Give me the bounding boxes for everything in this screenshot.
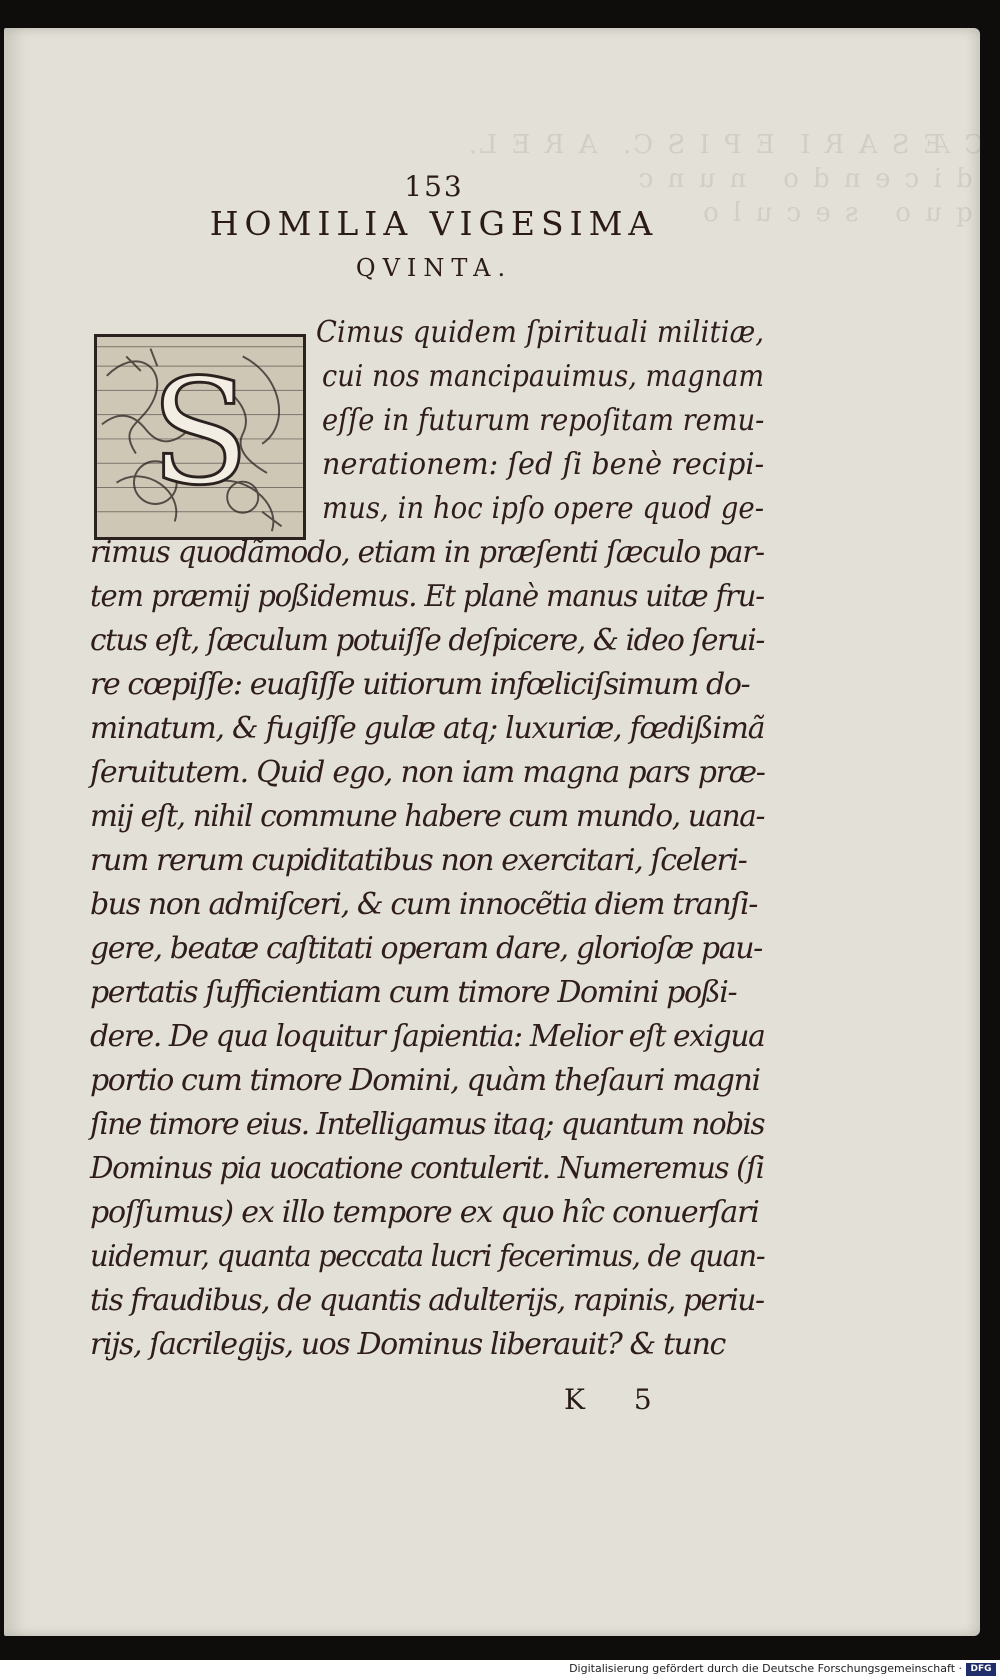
text-line: uidemur, quanta peccata lucri fecerimus, de quan- [90, 1239, 765, 1274]
book-page [4, 28, 984, 1636]
show-through-bleed: C Æ S A R I E P I S C. A R E L. d i c e n d o n u n c q u o s e c u l o [465, 130, 984, 228]
text-line: Dominus pia uocatione contulerit. Numeremus (ſi [90, 1151, 764, 1186]
text-line: rum rerum cupiditatibus non exercitari, ſceleri- [90, 843, 747, 878]
text-line: pertatis ſufficientiam cum timore Domini poßi- [90, 975, 737, 1010]
text-line: dere. De qua loquitur ſapientia: Melior eſt exigua [90, 1019, 765, 1054]
dfg-logo-icon: DFG [966, 1663, 996, 1676]
text-line: ſeruitutem. Quid ego, non iam magna pars præ- [90, 755, 765, 790]
text-line: tem præmij poßidemus. Et planè manus uitæ fru- [90, 579, 764, 614]
text-line: ſine timore eius. Intelligamus itaq; quantum nobis [90, 1107, 764, 1142]
text-line: eſſe in futurum repoſitam remu- [322, 403, 765, 438]
homily-title: HOMILIA VIGESIMA [209, 204, 659, 243]
funding-credit: Digitalisierung gefördert durch die Deutsche Forschungsgemeinschaft · [569, 1662, 962, 1675]
page-number: 153 [404, 170, 464, 203]
text-line: ctus eſt, ſæculum potuiſſe deſpicere, & ideo ſerui- [90, 623, 764, 658]
decorated-initial [94, 334, 306, 540]
text-line: Cimus quidem ſpirituali militiæ, [316, 315, 765, 350]
text-line: portio cum timore Domini, quàm theſauri magni [90, 1063, 760, 1098]
text-line: minatum, & fugiſſe gulæ atq; luxuriæ, fœdißimã [90, 711, 765, 746]
text-line: nerationem: ſed ſi benè recipi- [322, 447, 765, 482]
decorated-initial-art [97, 337, 303, 537]
text-line: tis fraudibus, de quantis adulterijs, rapinis, periu- [90, 1283, 764, 1318]
text-line: rimus quodãmodo, etiam in præſenti ſæculo par- [90, 535, 764, 570]
text-line: poſſumus) ex illo tempore ex quo hîc conuerſari [90, 1195, 759, 1230]
text-line: mus, in hoc ipſo opere quod ge- [322, 491, 765, 526]
signature-number: 5 [633, 1383, 652, 1416]
text-line: cui nos mancipauimus, magnam [322, 359, 765, 394]
initial-letter: S [150, 348, 250, 518]
footer-credit-bar [0, 1660, 1000, 1680]
text-line: gere, beatæ caſtitati operam dare, glorioſæ pau- [90, 931, 762, 966]
text-line: rijs, ſacrilegijs, uos Dominus liberauit? & tunc [90, 1327, 725, 1362]
text-line: bus non admiſceri, & cum innocẽtia diem tranſi- [90, 887, 757, 922]
homily-title-continued: QVINTA. [355, 254, 513, 282]
signature-letter: K [564, 1383, 585, 1416]
signature-mark [564, 1383, 684, 1416]
text-line: re cœpiſſe: euaſiſſe uitiorum infœliciſsimum do- [90, 667, 750, 702]
text-line: mij eſt, nihil commune habere cum mundo, uana- [90, 799, 765, 834]
